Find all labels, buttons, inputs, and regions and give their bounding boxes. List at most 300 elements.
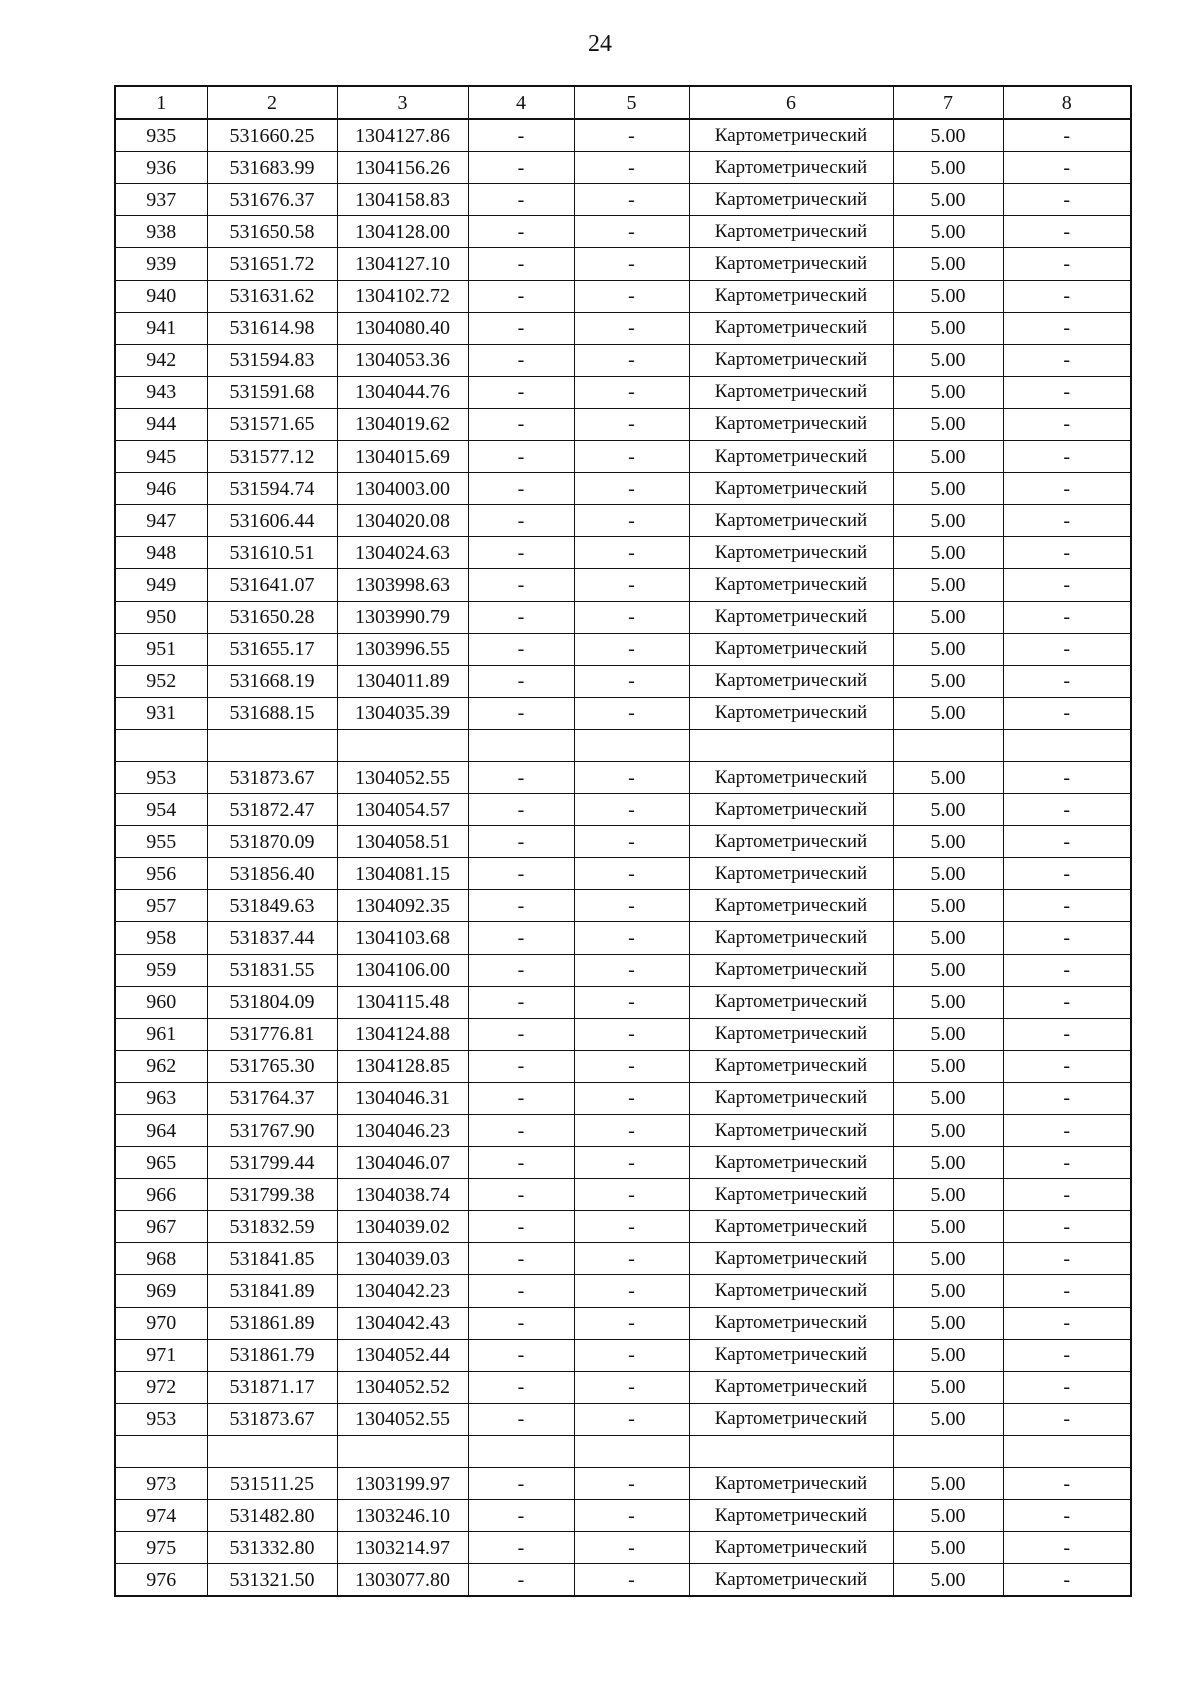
table-cell: 1304092.35 [337, 890, 468, 922]
table-cell: - [1003, 1147, 1131, 1179]
table-cell: 531799.44 [207, 1147, 337, 1179]
table-row [115, 1050, 1131, 1082]
table-cell: 938 [115, 216, 207, 248]
table-cell: 976 [115, 1564, 207, 1597]
table-cell: - [1003, 794, 1131, 826]
table-cell: 5.00 [893, 1339, 1003, 1371]
table-cell: 5.00 [893, 1050, 1003, 1082]
table-cell: 1304156.26 [337, 152, 468, 184]
table-row [115, 633, 1131, 665]
table-cell: 961 [115, 1018, 207, 1050]
table-row [115, 119, 1131, 152]
table-cell: - [1003, 1468, 1131, 1500]
table-cell: 5.00 [893, 216, 1003, 248]
table-cell: Картометрический [689, 505, 893, 537]
table-row [115, 1468, 1131, 1500]
table-cell: 971 [115, 1339, 207, 1371]
table-row [115, 505, 1131, 537]
table-cell: - [468, 537, 574, 569]
column-header: 6 [689, 86, 893, 119]
table-cell [468, 729, 574, 761]
table-cell: 946 [115, 473, 207, 505]
table-cell: - [468, 922, 574, 954]
table-cell: 531765.30 [207, 1050, 337, 1082]
table-cell: - [468, 1307, 574, 1339]
table-row [115, 986, 1131, 1018]
table-cell: 5.00 [893, 1211, 1003, 1243]
table-row [115, 1403, 1131, 1435]
table-cell: 5.00 [893, 1500, 1003, 1532]
table-cell: Картометрический [689, 312, 893, 344]
table-cell: - [468, 1532, 574, 1564]
table-cell: - [468, 1564, 574, 1597]
table-cell: 1304127.10 [337, 248, 468, 280]
table-cell: 963 [115, 1082, 207, 1114]
table-cell: 936 [115, 152, 207, 184]
table-cell: Картометрический [689, 986, 893, 1018]
table-cell: - [574, 376, 689, 408]
table-cell: - [468, 216, 574, 248]
table-cell: - [468, 1371, 574, 1403]
table-cell: Картометрический [689, 473, 893, 505]
table-row [115, 1147, 1131, 1179]
table-cell: - [574, 537, 689, 569]
table-cell [1003, 729, 1131, 761]
table-cell: - [574, 1211, 689, 1243]
table-cell: 5.00 [893, 184, 1003, 216]
table-cell: - [574, 248, 689, 280]
table-row [115, 1339, 1131, 1371]
table-cell: 1303996.55 [337, 633, 468, 665]
table-cell: Картометрический [689, 1115, 893, 1147]
table-cell: - [574, 184, 689, 216]
table-cell: - [1003, 1211, 1131, 1243]
table-cell: 5.00 [893, 473, 1003, 505]
table-body [115, 119, 1131, 1596]
table-cell: - [574, 665, 689, 697]
table-cell: - [1003, 761, 1131, 793]
table-cell: Картометрический [689, 794, 893, 826]
table-cell: - [574, 954, 689, 986]
table-cell: Картометрический [689, 280, 893, 312]
table-cell [1003, 1435, 1131, 1467]
table-cell: 5.00 [893, 1147, 1003, 1179]
table-cell: 5.00 [893, 248, 1003, 280]
table-cell: 1303246.10 [337, 1500, 468, 1532]
table-cell: 972 [115, 1371, 207, 1403]
table-cell: 1303990.79 [337, 601, 468, 633]
table-cell: - [1003, 858, 1131, 890]
table-cell: - [1003, 1050, 1131, 1082]
table-cell: - [468, 473, 574, 505]
table-cell: Картометрический [689, 1307, 893, 1339]
table-cell: - [468, 1403, 574, 1435]
table-cell: 5.00 [893, 954, 1003, 986]
table-cell: 531832.59 [207, 1211, 337, 1243]
table-cell [689, 729, 893, 761]
table-cell: - [1003, 441, 1131, 473]
table-cell: - [574, 1307, 689, 1339]
table-cell: 531655.17 [207, 633, 337, 665]
table-cell: 958 [115, 922, 207, 954]
table-cell: 531871.17 [207, 1371, 337, 1403]
table-cell: 5.00 [893, 119, 1003, 152]
table-cell: 944 [115, 408, 207, 440]
table-cell: - [574, 697, 689, 729]
table-cell: - [574, 1275, 689, 1307]
table-cell [893, 1435, 1003, 1467]
table-cell: Картометрический [689, 1339, 893, 1371]
table-cell [574, 1435, 689, 1467]
table-cell: - [1003, 697, 1131, 729]
table-cell: - [1003, 1179, 1131, 1211]
table-cell: - [1003, 1243, 1131, 1275]
table-cell: 5.00 [893, 1564, 1003, 1597]
table-cell: - [574, 473, 689, 505]
table-cell: 965 [115, 1147, 207, 1179]
table-cell: 5.00 [893, 665, 1003, 697]
table-cell: Картометрический [689, 1371, 893, 1403]
table-cell: 531660.25 [207, 119, 337, 152]
column-header: 7 [893, 86, 1003, 119]
table-cell: - [574, 1564, 689, 1597]
table-cell: - [468, 1500, 574, 1532]
table-cell: - [468, 248, 574, 280]
table-cell: - [1003, 152, 1131, 184]
table-cell: - [574, 1179, 689, 1211]
table-cell: 1304020.08 [337, 505, 468, 537]
table-row [115, 1532, 1131, 1564]
table-cell: 531831.55 [207, 954, 337, 986]
table-cell: 5.00 [893, 1371, 1003, 1403]
table-cell: 1304106.00 [337, 954, 468, 986]
table-cell: 5.00 [893, 1532, 1003, 1564]
table-cell: 5.00 [893, 601, 1003, 633]
table-cell: - [574, 601, 689, 633]
table-cell: 970 [115, 1307, 207, 1339]
table-row [115, 1371, 1131, 1403]
table-row [115, 601, 1131, 633]
table-cell: 5.00 [893, 376, 1003, 408]
table-cell: 5.00 [893, 697, 1003, 729]
table-cell: - [574, 119, 689, 152]
table-row [115, 473, 1131, 505]
table-cell: - [468, 1339, 574, 1371]
table-row [115, 1307, 1131, 1339]
table-cell [689, 1435, 893, 1467]
table-cell: - [1003, 1339, 1131, 1371]
column-header: 4 [468, 86, 574, 119]
table-row [115, 665, 1131, 697]
table-cell: - [574, 1500, 689, 1532]
table-row [115, 761, 1131, 793]
table-cell: - [468, 1147, 574, 1179]
table-cell: - [1003, 1082, 1131, 1114]
table-cell: Картометрический [689, 665, 893, 697]
table-cell: - [574, 858, 689, 890]
table-cell: - [574, 1018, 689, 1050]
table-cell: 531571.65 [207, 408, 337, 440]
table-row [115, 1179, 1131, 1211]
table-cell: 1304128.00 [337, 216, 468, 248]
table-cell: 531804.09 [207, 986, 337, 1018]
table-cell: - [468, 890, 574, 922]
table-cell: 950 [115, 601, 207, 633]
table-cell: 531776.81 [207, 1018, 337, 1050]
table-cell [893, 729, 1003, 761]
page-number: 24 [588, 31, 612, 57]
table-cell: 1304115.48 [337, 986, 468, 1018]
table-cell: 531873.67 [207, 1403, 337, 1435]
table-cell: - [574, 152, 689, 184]
table-cell: - [468, 119, 574, 152]
table-cell: 973 [115, 1468, 207, 1500]
table-cell: - [574, 1339, 689, 1371]
table-row [115, 152, 1131, 184]
table-cell: - [468, 376, 574, 408]
table-cell: 1304053.36 [337, 344, 468, 376]
table-cell: Картометрический [689, 408, 893, 440]
table-cell: Картометрический [689, 826, 893, 858]
table-cell: - [1003, 1532, 1131, 1564]
table-cell: 5.00 [893, 344, 1003, 376]
column-header: 1 [115, 86, 207, 119]
table-cell: 531676.37 [207, 184, 337, 216]
table-cell: Картометрический [689, 216, 893, 248]
table-cell: 5.00 [893, 794, 1003, 826]
table-cell: 5.00 [893, 1082, 1003, 1114]
table-cell: 968 [115, 1243, 207, 1275]
table-cell: Картометрический [689, 569, 893, 601]
table-cell: 1304158.83 [337, 184, 468, 216]
table-cell: - [468, 1275, 574, 1307]
table-row [115, 794, 1131, 826]
table-cell: - [1003, 954, 1131, 986]
table-row [115, 858, 1131, 890]
table-cell: 966 [115, 1179, 207, 1211]
table-cell: 531594.74 [207, 473, 337, 505]
table-cell: 531591.68 [207, 376, 337, 408]
table-cell: - [574, 1468, 689, 1500]
table-cell: - [468, 1018, 574, 1050]
table-cell: 969 [115, 1275, 207, 1307]
table-cell: 1304039.02 [337, 1211, 468, 1243]
table-cell: 1304042.43 [337, 1307, 468, 1339]
table-cell: 531577.12 [207, 441, 337, 473]
table-cell: - [468, 1468, 574, 1500]
table-row [115, 1211, 1131, 1243]
table-cell: - [574, 408, 689, 440]
column-header: 3 [337, 86, 468, 119]
table-cell: 957 [115, 890, 207, 922]
table-cell: 531870.09 [207, 826, 337, 858]
table-cell: Картометрический [689, 633, 893, 665]
table-cell: 937 [115, 184, 207, 216]
table-cell: Картометрический [689, 1500, 893, 1532]
table-row [115, 1564, 1131, 1597]
table-cell: 1304052.44 [337, 1339, 468, 1371]
table-cell: 1303214.97 [337, 1532, 468, 1564]
table-cell: 531651.72 [207, 248, 337, 280]
table-cell: 531650.28 [207, 601, 337, 633]
table-cell: 531683.99 [207, 152, 337, 184]
table-cell: Картометрический [689, 344, 893, 376]
table-cell: 531650.58 [207, 216, 337, 248]
table-cell: 531764.37 [207, 1082, 337, 1114]
table-cell: - [574, 1147, 689, 1179]
table-cell: - [574, 280, 689, 312]
table-cell: 1304019.62 [337, 408, 468, 440]
table-cell: 974 [115, 1500, 207, 1532]
table-cell: 959 [115, 954, 207, 986]
table-header-row [115, 86, 1131, 119]
table-cell: - [468, 986, 574, 1018]
table-cell: 941 [115, 312, 207, 344]
table-cell: 531332.80 [207, 1532, 337, 1564]
table-cell: - [1003, 1115, 1131, 1147]
table-cell: - [468, 184, 574, 216]
table-cell: Картометрический [689, 1243, 893, 1275]
table-cell: Картометрический [689, 537, 893, 569]
table-cell: 935 [115, 119, 207, 152]
table-cell: 1303998.63 [337, 569, 468, 601]
table-cell: 531688.15 [207, 697, 337, 729]
table-cell: 5.00 [893, 826, 1003, 858]
table-cell: 531873.67 [207, 761, 337, 793]
table-cell: Картометрический [689, 376, 893, 408]
table-row [115, 376, 1131, 408]
table-cell: 5.00 [893, 1403, 1003, 1435]
table-cell: Картометрический [689, 1532, 893, 1564]
table-cell: 531849.63 [207, 890, 337, 922]
table-cell: 531610.51 [207, 537, 337, 569]
table-cell: - [1003, 601, 1131, 633]
table-cell: 931 [115, 697, 207, 729]
table-cell: - [468, 1243, 574, 1275]
table-row [115, 1243, 1131, 1275]
table-cell: 5.00 [893, 569, 1003, 601]
table-cell: 531511.25 [207, 1468, 337, 1500]
table-cell: - [468, 1179, 574, 1211]
table-cell: - [574, 922, 689, 954]
table-row [115, 280, 1131, 312]
table-cell: - [1003, 1564, 1131, 1597]
table-cell: - [574, 1532, 689, 1564]
table-cell: 531837.44 [207, 922, 337, 954]
table-cell: - [468, 344, 574, 376]
table-cell: Картометрический [689, 1403, 893, 1435]
table-cell: - [1003, 376, 1131, 408]
table-cell: Картометрический [689, 1018, 893, 1050]
table-cell: 5.00 [893, 1275, 1003, 1307]
table-cell: 531861.89 [207, 1307, 337, 1339]
table-cell: - [468, 1211, 574, 1243]
table-row [115, 441, 1131, 473]
table-cell: - [468, 633, 574, 665]
table-cell: 5.00 [893, 152, 1003, 184]
table-row [115, 922, 1131, 954]
table-cell: - [468, 1050, 574, 1082]
table-cell: Картометрический [689, 119, 893, 152]
table-cell: 5.00 [893, 280, 1003, 312]
table-cell: - [1003, 986, 1131, 1018]
table-cell: Картометрический [689, 954, 893, 986]
table-cell: - [468, 152, 574, 184]
table-cell: - [468, 601, 574, 633]
table-cell: - [574, 1115, 689, 1147]
table-cell: 5.00 [893, 1307, 1003, 1339]
table-cell [115, 1435, 207, 1467]
table-cell: - [468, 505, 574, 537]
table-cell [337, 1435, 468, 1467]
table-cell: 948 [115, 537, 207, 569]
table-cell: 5.00 [893, 505, 1003, 537]
table-cell: 955 [115, 826, 207, 858]
table-cell: Картометрический [689, 922, 893, 954]
table-cell [468, 1435, 574, 1467]
table-cell: - [1003, 569, 1131, 601]
table-cell: - [1003, 665, 1131, 697]
table-cell: 531767.90 [207, 1115, 337, 1147]
table-cell: 975 [115, 1532, 207, 1564]
table-cell: - [468, 858, 574, 890]
column-header: 2 [207, 86, 337, 119]
table-cell: 5.00 [893, 408, 1003, 440]
table-row [115, 890, 1131, 922]
table-cell: - [1003, 922, 1131, 954]
table-cell: 1304052.55 [337, 1403, 468, 1435]
table-cell: - [574, 986, 689, 1018]
table-row [115, 697, 1131, 729]
table-cell: 1304046.31 [337, 1082, 468, 1114]
table-cell: - [1003, 1500, 1131, 1532]
table-cell: 953 [115, 1403, 207, 1435]
table-cell: - [574, 216, 689, 248]
table-cell: - [1003, 826, 1131, 858]
table-cell: 1303199.97 [337, 1468, 468, 1500]
table-row [115, 826, 1131, 858]
table-cell: 1304046.23 [337, 1115, 468, 1147]
table-cell: 1304127.86 [337, 119, 468, 152]
table-row [115, 569, 1131, 601]
table-cell: 531594.83 [207, 344, 337, 376]
table-cell: - [574, 633, 689, 665]
table-cell: 1304011.89 [337, 665, 468, 697]
table-cell: 531631.62 [207, 280, 337, 312]
table-cell: - [468, 312, 574, 344]
table-cell: 1304054.57 [337, 794, 468, 826]
table-cell: 940 [115, 280, 207, 312]
table-cell: - [1003, 1371, 1131, 1403]
table-cell: 5.00 [893, 633, 1003, 665]
table-cell: 942 [115, 344, 207, 376]
table-cell: 5.00 [893, 1468, 1003, 1500]
table-row [115, 408, 1131, 440]
table-cell: 1304052.52 [337, 1371, 468, 1403]
table-cell: 953 [115, 761, 207, 793]
table-cell: - [574, 826, 689, 858]
table-cell: Картометрический [689, 441, 893, 473]
column-header: 8 [1003, 86, 1131, 119]
table-cell: 943 [115, 376, 207, 408]
table-cell [574, 729, 689, 761]
table-cell: - [1003, 184, 1131, 216]
table-cell [337, 729, 468, 761]
table-cell: - [468, 280, 574, 312]
table-cell: 531606.44 [207, 505, 337, 537]
table-cell: 947 [115, 505, 207, 537]
table-cell: 531799.38 [207, 1179, 337, 1211]
